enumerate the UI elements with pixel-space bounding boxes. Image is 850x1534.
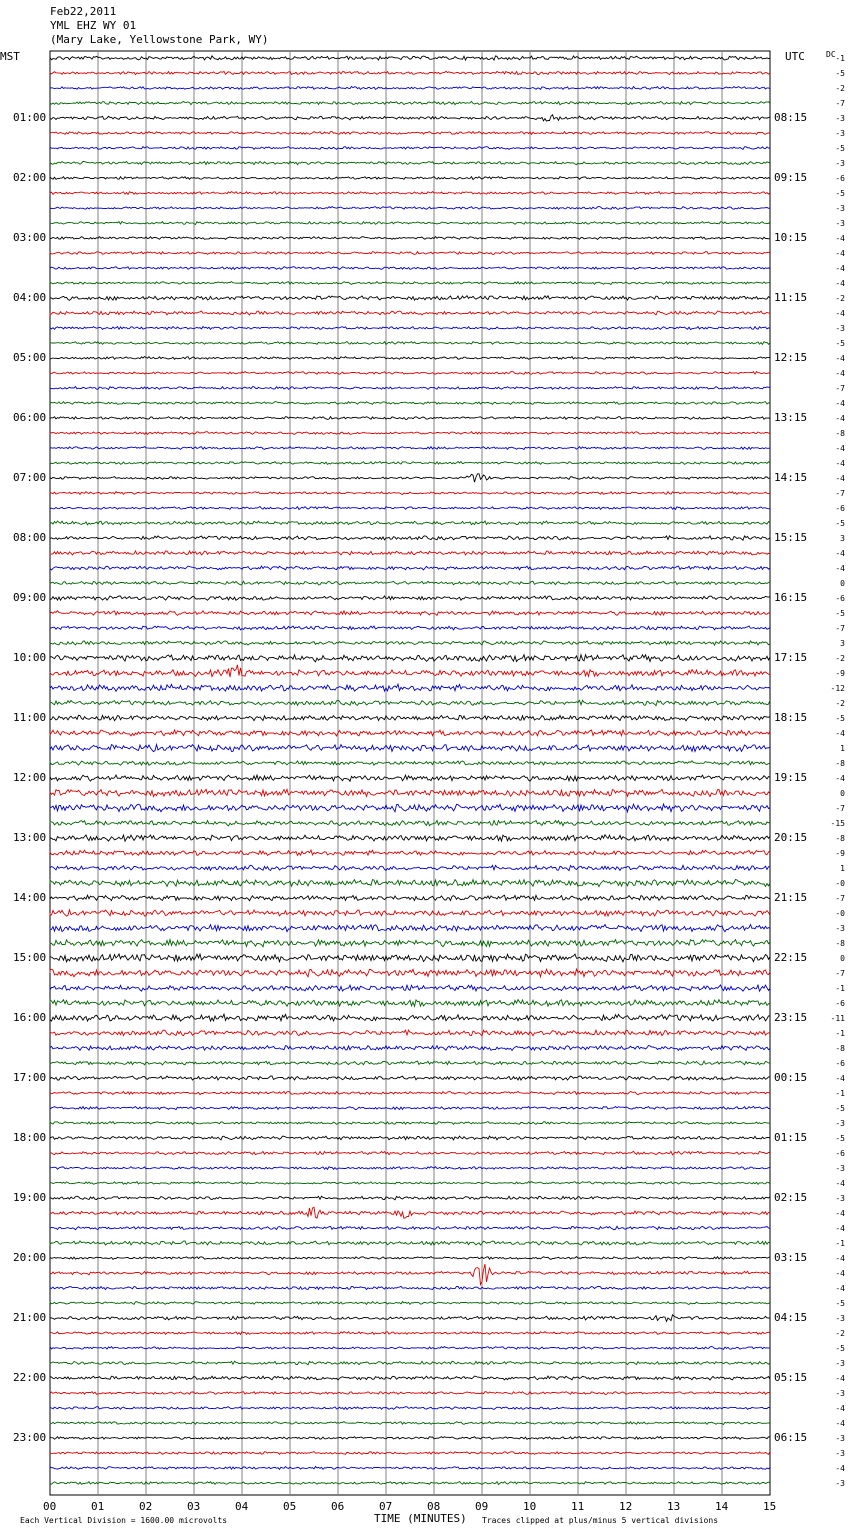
dc-offset-label: -4 <box>835 474 845 483</box>
dc-offset-label: -4 <box>835 234 845 243</box>
seismic-trace <box>50 551 770 555</box>
seismic-trace <box>50 147 770 150</box>
x-axis-title: TIME (MINUTES) <box>374 1512 467 1525</box>
seismic-trace <box>50 207 770 210</box>
x-tick-label: 03 <box>187 1500 201 1513</box>
seismic-trace <box>50 1091 770 1094</box>
dc-offset-label: -2 <box>835 654 845 663</box>
seismic-trace <box>50 1407 770 1410</box>
station-label: YML EHZ WY 01 <box>50 19 137 32</box>
hour-label-mst: 09:00 <box>13 591 47 604</box>
dc-offset-label: -4 <box>835 549 845 558</box>
seismic-trace <box>50 177 770 180</box>
seismic-trace <box>50 940 770 947</box>
seismic-trace <box>50 447 770 450</box>
seismic-trace <box>50 566 770 570</box>
dc-offset-label: -4 <box>835 249 845 258</box>
dc-offset-label: -9 <box>835 669 845 678</box>
seismic-trace <box>50 87 770 90</box>
seismic-trace <box>50 789 770 796</box>
seismic-trace <box>50 521 770 525</box>
dc-offset-label: -4 <box>835 1209 845 1218</box>
hour-label-utc: 06:15 <box>774 1431 808 1444</box>
dc-offset-label: -3 <box>835 924 845 933</box>
seismic-trace <box>50 115 770 121</box>
seismic-trace <box>50 730 770 736</box>
dc-offset-label: -6 <box>835 1149 845 1158</box>
seismic-trace <box>50 387 770 390</box>
hour-label-mst: 10:00 <box>13 651 47 664</box>
seismic-trace <box>50 327 770 330</box>
dc-offset-label: -4 <box>835 1074 845 1083</box>
seismic-trace <box>50 1207 770 1218</box>
dc-offset-label: -9 <box>835 849 845 858</box>
dc-offset-label: -4 <box>835 264 845 273</box>
dc-offset-label: -5 <box>835 609 845 618</box>
x-tick-label: 10 <box>523 1500 537 1513</box>
seismic-trace <box>50 1467 770 1470</box>
dc-offset-label: -3 <box>835 1359 845 1368</box>
hour-label-utc: 14:15 <box>774 471 808 484</box>
dc-offset-label: -1 <box>835 1239 845 1248</box>
dc-offset-label: 0 <box>840 579 845 588</box>
seismic-trace <box>50 850 770 855</box>
hour-label-mst: 22:00 <box>13 1371 47 1384</box>
seismic-trace <box>50 684 770 691</box>
dc-offset-label: -1 <box>835 1029 845 1038</box>
seismic-trace <box>50 641 770 645</box>
hour-label-utc: 15:15 <box>774 531 808 544</box>
hour-label-mst: 12:00 <box>13 771 47 784</box>
seismic-trace <box>50 1257 770 1260</box>
dc-offset-label: -3 <box>835 1449 845 1458</box>
seismic-trace <box>50 342 770 345</box>
x-tick-label: 14 <box>715 1500 729 1513</box>
dc-offset-label: -4 <box>835 354 845 363</box>
hour-label-mst: 07:00 <box>13 471 47 484</box>
seismic-trace <box>50 417 770 420</box>
right-timezone-label: UTC <box>785 50 805 63</box>
seismic-trace <box>50 895 770 901</box>
dc-offset-label: -5 <box>835 1104 845 1113</box>
dc-offset-label: -1 <box>835 1089 845 1098</box>
seismic-trace <box>50 1241 770 1245</box>
x-tick-label: 04 <box>235 1500 249 1513</box>
dc-offset-label: -3 <box>835 114 845 123</box>
dc-offset-label: -12 <box>830 684 845 693</box>
hour-label-mst: 20:00 <box>13 1251 47 1264</box>
hour-label-utc: 20:15 <box>774 831 808 844</box>
hour-label-utc: 02:15 <box>774 1191 808 1204</box>
x-tick-label: 13 <box>667 1500 681 1513</box>
seismic-trace <box>50 1136 770 1140</box>
dc-offset-label: -4 <box>835 279 845 288</box>
dc-offset-label: -6 <box>835 504 845 513</box>
dc-offset-label: -5 <box>835 1134 845 1143</box>
x-tick-label: 02 <box>139 1500 153 1513</box>
hour-label-mst: 03:00 <box>13 231 47 244</box>
hour-label-mst: 04:00 <box>13 291 47 304</box>
dc-offset-label: -5 <box>835 1299 845 1308</box>
seismic-trace <box>50 925 770 932</box>
dc-offset-label: -3 <box>835 219 845 228</box>
hour-label-utc: 23:15 <box>774 1011 808 1024</box>
dc-offset-label: -7 <box>835 489 845 498</box>
x-tick-label: 01 <box>91 1500 105 1513</box>
x-tick-label: 12 <box>619 1500 633 1513</box>
seismic-trace <box>50 1167 770 1170</box>
dc-offset-label: -6 <box>835 174 845 183</box>
dc-offset-label: -3 <box>835 159 845 168</box>
dc-offset-label: -3 <box>835 1434 845 1443</box>
dc-offset-label: -8 <box>835 1044 845 1053</box>
dc-offset-label: -8 <box>835 939 845 948</box>
seismic-trace <box>50 1061 770 1065</box>
seismic-trace <box>50 985 770 991</box>
seismic-trace <box>50 700 770 705</box>
hour-label-utc: 11:15 <box>774 291 808 304</box>
dc-offset-label: -7 <box>835 894 845 903</box>
dc-offset-label: -2 <box>835 294 845 303</box>
seismic-trace <box>50 462 770 465</box>
dc-offset-label: -8 <box>835 759 845 768</box>
seismic-trace <box>50 1332 770 1335</box>
hour-label-utc: 04:15 <box>774 1311 808 1324</box>
seismic-trace <box>50 161 770 164</box>
seismic-trace <box>50 775 770 781</box>
hour-label-mst: 21:00 <box>13 1311 47 1324</box>
seismic-trace <box>50 1392 770 1395</box>
seismic-trace <box>50 267 770 270</box>
seismic-trace <box>50 626 770 630</box>
left-timezone-label: MST <box>0 50 20 63</box>
seismic-trace <box>50 1030 770 1036</box>
hour-label-mst: 02:00 <box>13 171 47 184</box>
seismic-trace <box>50 101 770 104</box>
dc-offset-label: -4 <box>835 1254 845 1263</box>
seismic-trace <box>50 432 770 435</box>
hour-label-mst: 16:00 <box>13 1011 47 1024</box>
hour-label-utc: 01:15 <box>774 1131 808 1144</box>
scale-note: Each Vertical Division = 1600.00 microvolts <box>20 1516 228 1525</box>
dc-offset-label: -4 <box>835 1404 845 1413</box>
seismic-trace <box>50 1302 770 1305</box>
seismic-trace <box>50 581 770 585</box>
hour-label-utc: 08:15 <box>774 111 808 124</box>
seismic-trace <box>50 507 770 510</box>
hour-label-utc: 00:15 <box>774 1071 808 1084</box>
seismic-trace <box>50 865 770 870</box>
seismic-trace <box>50 596 770 600</box>
x-tick-label: 07 <box>379 1500 393 1513</box>
seismic-trace <box>50 252 770 255</box>
seismic-trace <box>50 835 770 841</box>
seismic-trace <box>50 745 770 752</box>
seismic-trace <box>50 536 770 540</box>
seismic-trace <box>50 56 770 60</box>
dc-offset-label: -7 <box>835 384 845 393</box>
dc-offset-label: 3 <box>840 534 845 543</box>
x-tick-label: 15 <box>763 1500 777 1513</box>
seismic-trace <box>50 1347 770 1350</box>
dc-offset-label: -5 <box>835 69 845 78</box>
hour-label-utc: 09:15 <box>774 171 808 184</box>
dc-offset-label: 1 <box>840 864 845 873</box>
dc-offset-label: -3 <box>835 129 845 138</box>
dc-offset-label: 0 <box>840 954 845 963</box>
dc-offset-label: -4 <box>835 729 845 738</box>
hour-label-utc: 05:15 <box>774 1371 808 1384</box>
seismic-trace <box>50 1422 770 1425</box>
seismic-trace <box>50 282 770 285</box>
seismic-trace <box>50 1014 770 1021</box>
seismic-trace <box>50 71 770 74</box>
seismic-trace <box>50 132 770 135</box>
hour-label-mst: 15:00 <box>13 951 47 964</box>
dc-offset-label: -4 <box>835 414 845 423</box>
seismic-trace <box>50 1286 770 1289</box>
dc-offset-label: -4 <box>835 1179 845 1188</box>
dc-offset-label: -3 <box>835 1164 845 1173</box>
dc-offset-label: -4 <box>835 564 845 573</box>
hour-label-mst: 01:00 <box>13 111 47 124</box>
dc-label: DC <box>826 50 836 59</box>
seismic-trace <box>50 474 770 482</box>
dc-offset-label: -2 <box>835 1329 845 1338</box>
hour-label-utc: 12:15 <box>774 351 808 364</box>
dc-offset-label: -7 <box>835 99 845 108</box>
seismic-trace <box>50 1264 770 1285</box>
dc-offset-label: -2 <box>835 699 845 708</box>
hour-label-mst: 23:00 <box>13 1431 47 1444</box>
dc-offset-label: -3 <box>835 204 845 213</box>
seismic-trace <box>50 879 770 886</box>
dc-offset-label: 3 <box>840 639 845 648</box>
seismic-trace <box>50 192 770 195</box>
seismic-trace <box>50 821 770 826</box>
x-tick-label: 05 <box>283 1500 297 1513</box>
seismic-trace <box>50 1182 770 1185</box>
dc-offset-label: -5 <box>835 189 845 198</box>
seismic-trace <box>50 611 770 616</box>
location-label: (Mary Lake, Yellowstone Park, WY) <box>50 33 269 46</box>
dc-offset-label: -4 <box>835 774 845 783</box>
hour-label-utc: 03:15 <box>774 1251 808 1264</box>
seismic-trace <box>50 296 770 301</box>
hour-label-mst: 14:00 <box>13 891 47 904</box>
seismic-trace <box>50 1361 770 1365</box>
seismic-trace <box>50 954 770 962</box>
dc-offset-label: -4 <box>835 1224 845 1233</box>
dc-offset-label: -0 <box>835 909 845 918</box>
dc-offset-label: 1 <box>840 744 845 753</box>
dc-offset-label: -0 <box>835 879 845 888</box>
seismic-trace <box>50 357 770 360</box>
dc-offset-label: -8 <box>835 834 845 843</box>
seismic-trace <box>50 1151 770 1154</box>
seismic-trace <box>50 1452 770 1455</box>
dc-offset-label: -7 <box>835 969 845 978</box>
hour-label-utc: 13:15 <box>774 411 808 424</box>
x-tick-label: 06 <box>331 1500 345 1513</box>
seismic-trace <box>50 1196 770 1200</box>
dc-offset-label: -4 <box>835 459 845 468</box>
date-label: Feb22,2011 <box>50 5 117 18</box>
dc-offset-label: -3 <box>835 1479 845 1488</box>
seismic-trace <box>50 237 770 240</box>
hour-label-mst: 17:00 <box>13 1071 47 1084</box>
seismic-trace <box>50 655 770 662</box>
dc-offset-label: -8 <box>835 429 845 438</box>
hour-label-mst: 11:00 <box>13 711 47 724</box>
seismic-trace <box>50 665 770 677</box>
dc-offset-label: -3 <box>835 1389 845 1398</box>
dc-offset-label: -4 <box>835 1464 845 1473</box>
dc-offset-label: -3 <box>835 1119 845 1128</box>
dc-offset-label: -6 <box>835 1059 845 1068</box>
dc-offset-label: -4 <box>835 309 845 318</box>
dc-offset-label: -11 <box>830 1014 845 1023</box>
x-tick-label: 09 <box>475 1500 489 1513</box>
hour-label-mst: 19:00 <box>13 1191 47 1204</box>
dc-offset-label: -4 <box>835 399 845 408</box>
seismic-trace <box>50 1046 770 1051</box>
dc-offset-label: -15 <box>830 819 845 828</box>
clip-note: Traces clipped at plus/minus 5 vertical divisions <box>482 1516 719 1525</box>
seismic-trace <box>50 1226 770 1229</box>
dc-offset-label: -5 <box>835 519 845 528</box>
dc-offset-label: -6 <box>835 999 845 1008</box>
seismic-trace <box>50 761 770 765</box>
seismic-trace <box>50 492 770 495</box>
x-tick-label: 00 <box>43 1500 57 1513</box>
dc-offset-label: -1 <box>835 54 845 63</box>
seismic-trace <box>50 1376 770 1380</box>
dc-offset-label: -4 <box>835 369 845 378</box>
hour-label-utc: 18:15 <box>774 711 808 724</box>
seismic-trace <box>50 715 770 721</box>
hour-label-utc: 17:15 <box>774 651 808 664</box>
dc-offset-label: 0 <box>840 789 845 798</box>
seismic-trace <box>50 1315 770 1322</box>
seismic-trace <box>50 1482 770 1485</box>
dc-offset-label: -2 <box>835 84 845 93</box>
seismic-trace <box>50 804 770 812</box>
dc-offset-label: -7 <box>835 804 845 813</box>
dc-offset-label: -3 <box>835 324 845 333</box>
seismic-trace <box>50 402 770 405</box>
seismic-trace <box>50 1076 770 1080</box>
seismic-trace <box>50 1122 770 1125</box>
hour-label-mst: 13:00 <box>13 831 47 844</box>
hour-label-mst: 18:00 <box>13 1131 47 1144</box>
seismic-trace <box>50 969 770 977</box>
hour-label-mst: 08:00 <box>13 531 47 544</box>
hour-label-utc: 21:15 <box>774 891 808 904</box>
dc-offset-label: -5 <box>835 1344 845 1353</box>
hour-label-utc: 16:15 <box>774 591 808 604</box>
hour-label-mst: 05:00 <box>13 351 47 364</box>
dc-offset-label: -4 <box>835 1419 845 1428</box>
x-tick-label: 08 <box>427 1500 441 1513</box>
hour-label-utc: 10:15 <box>774 231 808 244</box>
seismic-trace <box>50 372 770 375</box>
dc-offset-label: -4 <box>835 1269 845 1278</box>
seismic-trace <box>50 910 770 916</box>
seismic-trace <box>50 311 770 315</box>
seismic-trace <box>50 1000 770 1007</box>
dc-offset-label: -4 <box>835 1284 845 1293</box>
seismic-trace <box>50 222 770 225</box>
dc-offset-label: -1 <box>835 984 845 993</box>
hour-label-mst: 06:00 <box>13 411 47 424</box>
seismic-trace <box>50 1437 770 1440</box>
hour-label-utc: 22:15 <box>774 951 808 964</box>
dc-offset-label: -5 <box>835 144 845 153</box>
dc-offset-label: -5 <box>835 714 845 723</box>
dc-offset-label: -6 <box>835 594 845 603</box>
dc-offset-label: -7 <box>835 624 845 633</box>
dc-offset-label: -4 <box>835 1374 845 1383</box>
x-tick-label: 11 <box>571 1500 585 1513</box>
dc-offset-label: -4 <box>835 444 845 453</box>
dc-offset-label: -5 <box>835 339 845 348</box>
hour-label-utc: 19:15 <box>774 771 808 784</box>
dc-offset-label: -3 <box>835 1194 845 1203</box>
seismic-trace <box>50 1106 770 1109</box>
dc-offset-label: -3 <box>835 1314 845 1323</box>
